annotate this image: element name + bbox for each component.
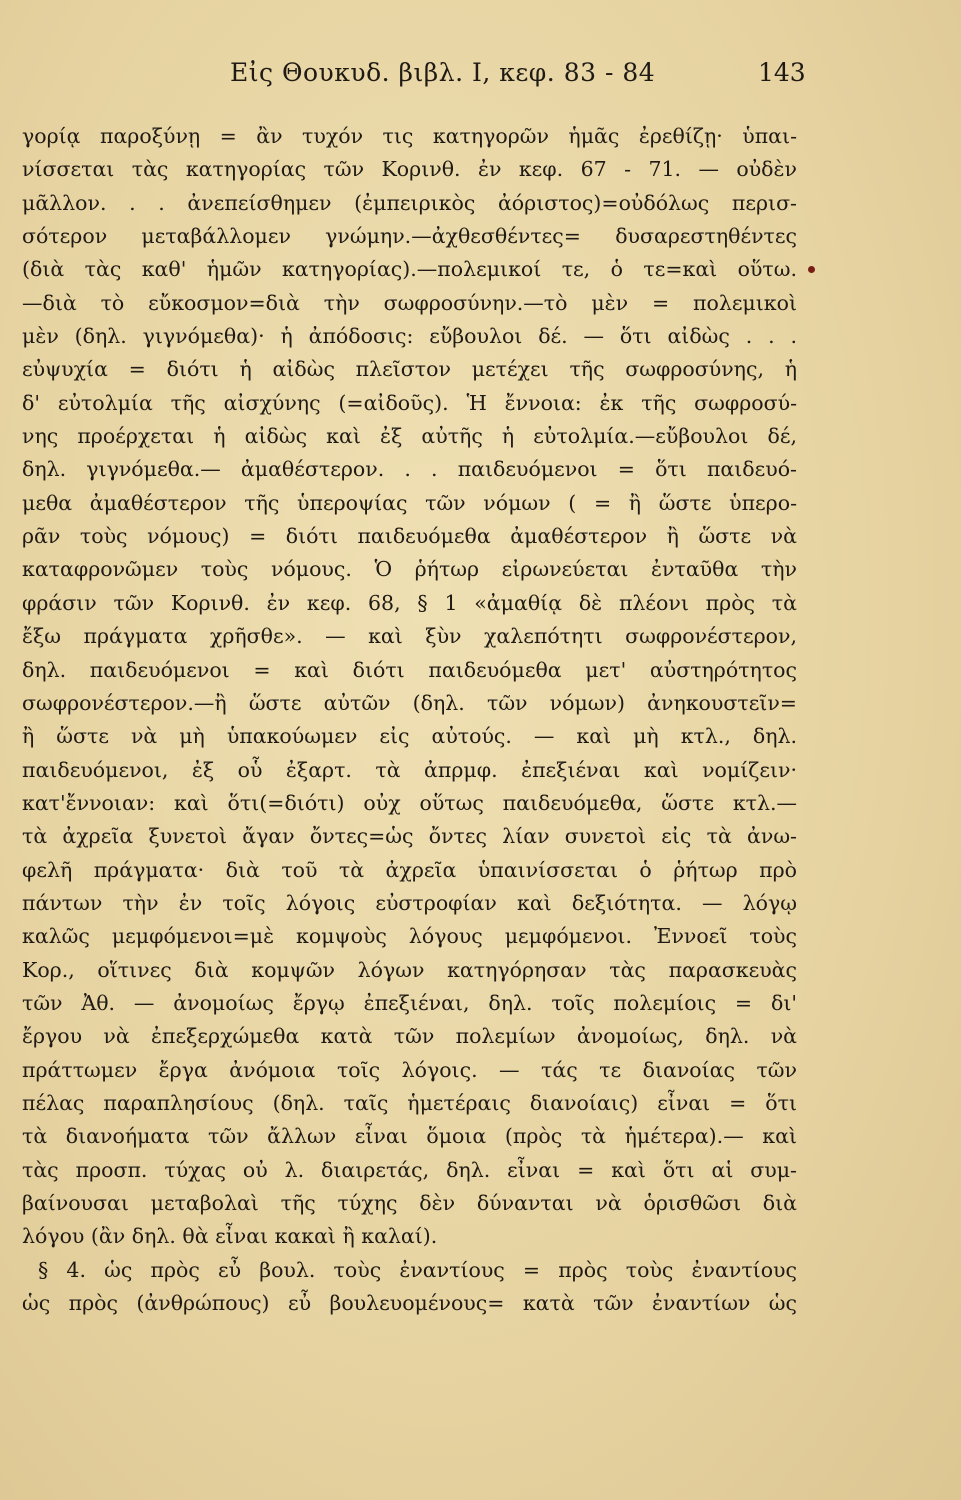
running-title: Εἰς Θουκυδ. βιβλ. Ι, κεφ. 83 - 84 — [230, 58, 656, 87]
ink-spot — [808, 266, 815, 273]
text-line: ὡς πρὸς (ἀνθρώπους) εὖ βουλευομένους= κατὰ τῶν ἐναντίων ὡς — [22, 1291, 797, 1316]
text-line: τῶν Ἀθ. — ἀνομοίως ἔργῳ ἐπεξιέναι, δηλ. τοῖς πολεμίοις = δι' — [22, 990, 797, 1015]
text-line: παιδευόμενοι, ἐξ οὗ ἐξαρτ. τὰ ἀπρμφ. ἐπεξιέναι καὶ νομίζειν· — [22, 757, 797, 782]
page-number: 143 — [758, 58, 806, 87]
text-line: μεθα ἀμαθέστερον τῆς ὑπεροψίας τῶν νόμων ( = ἢ ὥστε ὑπερο- — [22, 490, 797, 515]
text-line: πέλας παραπλησίους (δηλ. ταῖς ἡμετέραις διανοίαις) εἶναι = ὅτι — [22, 1090, 797, 1115]
text-line: ἔξω πράγματα χρῆσθε». — καὶ ξὺν χαλεπότητι σωφρονέστερον, — [22, 624, 797, 649]
text-line: καλῶς μεμφόμενοι=μὲ κομψοὺς λόγους μεμφόμενοι. Ἐννοεῖ τοὺς — [22, 924, 797, 949]
text-line: σωφρονέστερον.—ἢ ὥστε αὐτῶν (δηλ. τῶν νόμων) ἀνηκουστεῖν= — [22, 690, 797, 715]
text-line: εὐψυχία = διότι ἡ αἰδὼς πλεῖστον μετέχει τῆς σωφροσύνης, ἡ — [22, 357, 797, 382]
text-line: λόγου (ἂν δηλ. θὰ εἶναι κακαὶ ἢ καλαί). — [22, 1224, 438, 1249]
text-line: φράσιν τῶν Κορινθ. ἐν κεφ. 68, § 1 «ἀμαθίᾳ δὲ πλέονι πρὸς τὰ — [22, 590, 797, 615]
text-line: δηλ. γιγνόμεθα.— ἀμαθέστερον. . . παιδευόμενοι = ὅτι παιδευό- — [22, 457, 797, 482]
text-line: ἔργου νὰ ἐπεξερχώμεθα κατὰ τῶν πολεμίων ἀνομοίως, δηλ. νὰ — [22, 1024, 797, 1049]
text-line: Κορ., οἵτινες διὰ κομψῶν λόγων κατηγόρησαν τὰς παρασκευὰς — [22, 957, 797, 982]
text-line: δ' εὐτολμία τῆς αἰσχύνης (=αἰδοῦς). Ἡ ἔννοια: ἐκ τῆς σωφροσύ- — [22, 390, 797, 415]
text-line: δηλ. παιδευόμενοι = καὶ διότι παιδευόμεθα μετ' αὐστηρότητος — [22, 657, 797, 682]
commentary-text — [22, 120, 797, 1320]
text-line: μὲν (δηλ. γιγνόμεθα)· ἡ ἀπόδοσις: εὔβουλοι δέ. — ὅτι αἰδὼς . . . — [22, 324, 797, 349]
text-line: ἢ ὥστε νὰ μὴ ὑπακούωμεν εἰς αὐτούς. — καὶ μὴ κτλ., δηλ. — [22, 724, 797, 749]
text-line: νης προέρχεται ἡ αἰδὼς καὶ ἐξ αὐτῆς ἡ εὐτολμία.—εὔβουλοι δέ, — [22, 424, 797, 449]
section-line: § 4. ὡς πρὸς εὖ βουλ. τοὺς ἐναντίους = πρὸς τοὺς ἐναντίους — [38, 1257, 797, 1282]
text-line: νίσσεται τὰς κατηγορίας τῶν Κορινθ. ἐν κεφ. 67 - 71. — οὐδὲν — [22, 157, 797, 182]
text-line: μᾶλλον. . . ἀνεπείσθημεν (ἐμπειρικὸς ἀόριστος)=οὐδόλως περισ- — [22, 190, 797, 215]
text-line: τὰ διανοήματα τῶν ἄλλων εἶναι ὅμοια (πρὸς τὰ ἡμέτερα).— καὶ — [22, 1124, 797, 1149]
text-line: καταφρονῶμεν τοὺς νόμους. Ὁ ῥήτωρ εἰρωνεύεται ἐνταῦθα τὴν — [22, 557, 797, 582]
text-line: γορίᾳ παροξύνῃ = ἂν τυχόν τις κατηγορῶν ἡμᾶς ἐρεθίζῃ· ὑπαι- — [22, 124, 797, 148]
page-header — [0, 58, 961, 98]
text-line: σότερον μεταβάλλομεν γνώμην.—ἀχθεσθέντες= δυσαρεστηθέντες — [22, 224, 797, 249]
text-line: πάντων τὴν ἐν τοῖς λόγοις εὐστροφίαν καὶ δεξιότητα. — λόγῳ — [22, 890, 797, 915]
text-line: —διὰ τὸ εὔκοσμον=διὰ τὴν σωφροσύνην.—τὸ μὲν = πολεμικοὶ — [22, 290, 797, 315]
text-line: φελῆ πράγματα· διὰ τοῦ τὰ ἀχρεῖα ὑπαινίσσεται ὁ ῥήτωρ πρὸ — [22, 857, 797, 882]
text-line: τὰς προσπ. τύχας οὐ λ. διαιρετάς, δηλ. εἶναι = καὶ ὅτι αἱ συμ- — [22, 1157, 797, 1182]
text-line: κατ'ἔννοιαν: καὶ ὅτι(=διότι) οὐχ οὕτως παιδευόμεθα, ὥστε κτλ.— — [22, 790, 797, 815]
text-line: βαίνουσαι μεταβολαὶ τῆς τύχης δὲν δύνανται νὰ ὁρισθῶσι διὰ — [22, 1191, 797, 1215]
text-line: (διὰ τὰς καθ' ἡμῶν κατηγορίας).—πολεμικοί τε, ὁ τε=καὶ οὕτω. — [22, 257, 797, 282]
text-line: πράττωμεν ἔργα ἀνόμοια τοῖς λόγοις. — τάς τε διανοίας τῶν — [22, 1057, 797, 1082]
text-line: ρᾶν τοὺς νόμους) = διότι παιδευόμεθα ἀμαθέστερον ἢ ὥστε νὰ — [22, 524, 797, 549]
text-line: τὰ ἀχρεῖα ξυνετοὶ ἄγαν ὄντες=ὡς ὄντες λίαν συνετοὶ εἰς τὰ ἀνω- — [22, 824, 797, 849]
